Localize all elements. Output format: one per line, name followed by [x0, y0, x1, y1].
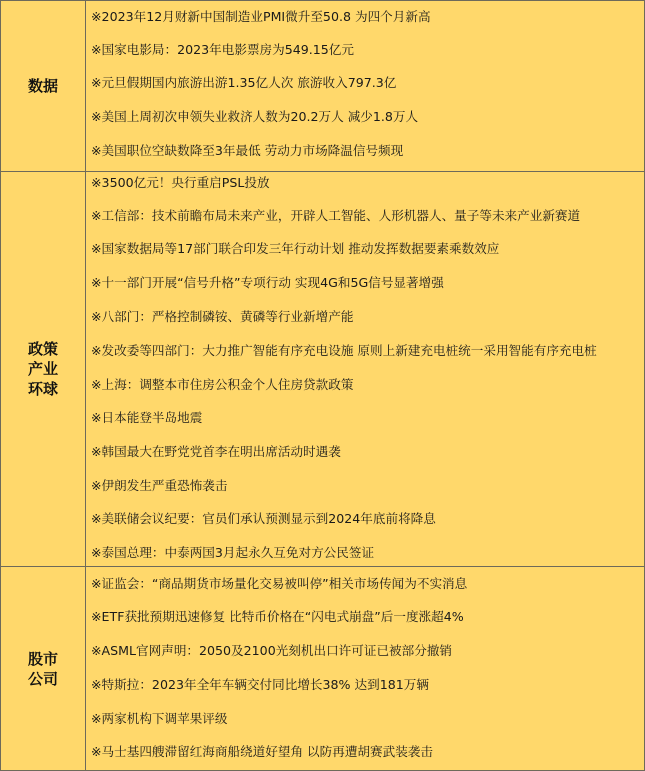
news-item: ※工信部：技术前瞻布局未来产业，开辟人工智能、人形机器人、量子等未来产业新赛道	[91, 208, 581, 223]
news-item: ※元旦假期国内旅游出游1.35亿人次 旅游收入797.3亿	[91, 75, 397, 90]
news-item: ※特斯拉：2023年全年车辆交付同比增长38% 达到181万辆	[91, 677, 429, 692]
news-item: ※国家数据局等17部门联合印发三年行动计划 推动发挥数据要素乘数效应	[91, 241, 500, 256]
news-item: ※八部门：严格控制磷铵、黄磷等行业新增产能	[91, 309, 354, 324]
category-label: 数据	[27, 77, 58, 95]
news-item: ※证监会：“商品期货市场量化交易被叫停”相关市场传闻为不实消息	[91, 576, 468, 591]
category-cell	[1, 567, 86, 770]
news-item: ※3500亿元！央行重启PSL投放	[91, 175, 270, 190]
news-item: ※发改委等四部门：大力推广智能有序充电设施 原则上新建充电桩统一采用智能有序充电桩	[91, 343, 597, 358]
news-item: ※国家电影局：2023年电影票房为549.15亿元	[91, 42, 354, 57]
news-item: ※2023年12月财新中国制造业PMI微升至50.8 为四个月新高	[91, 9, 431, 24]
news-item: ※美联储会议纪要：官员们承认预测显示到2024年底前将降息	[91, 511, 436, 526]
category-cell	[1, 172, 86, 566]
news-item: ※上海：调整本市住房公积金个人住房贷款政策	[91, 377, 354, 392]
category-cell	[1, 1, 86, 171]
news-item: ※伊朗发生严重恐怖袭击	[91, 478, 228, 493]
news-item: ※马士基四艘滞留红海商船绕道好望角 以防再遭胡赛武装袭击	[91, 744, 433, 759]
news-item: ※两家机构下调苹果评级	[91, 711, 228, 726]
news-item: ※泰国总理：中泰两国3月起永久互免对方公民签证	[91, 545, 375, 560]
news-item: ※美国职位空缺数降至3年最低 劳动力市场降温信号频现	[91, 143, 404, 158]
news-item: ※韩国最大在野党党首李在明出席活动时遇袭	[91, 444, 341, 459]
news-item: ※十一部门开展“信号升格”专项行动 实现4G和5G信号显著增强	[91, 275, 444, 290]
category-label: 政策 产业 环球	[27, 340, 58, 398]
news-item: ※ASML官网声明：2050及2100光刻机出口许可证已被部分撤销	[91, 643, 453, 658]
news-item: ※美国上周初次申领失业救济人数为20.2万人 减少1.8万人	[91, 109, 419, 124]
section-data	[1, 1, 644, 172]
category-label: 股市 公司	[27, 649, 58, 688]
news-item: ※ETF获批预期迅速修复 比特币价格在“闪电式崩盘”后一度涨超4%	[91, 609, 464, 624]
section-stock-company	[1, 567, 644, 770]
section-policy-industry-global	[1, 172, 644, 567]
news-item: ※日本能登半岛地震	[91, 410, 203, 425]
